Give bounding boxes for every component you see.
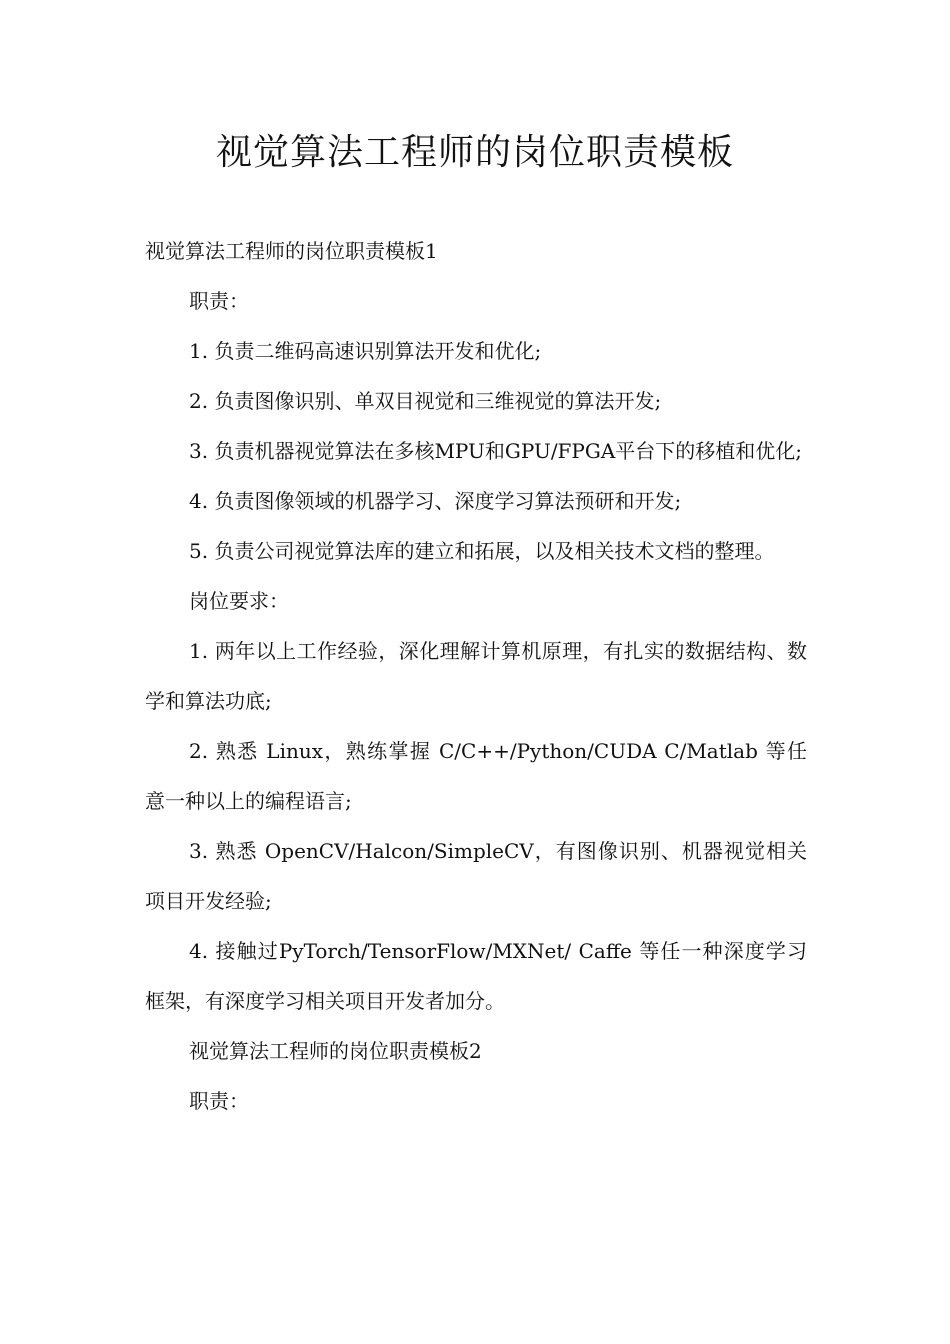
duty-item-5: 5. 负责公司视觉算法库的建立和拓展，以及相关技术文档的整理。 — [189, 539, 775, 563]
requirement-item-3: 3. 熟悉 OpenCV/Halcon/SimpleCV，有图像识别、机器视觉相关项目开发经验; — [145, 839, 807, 913]
duty-item-4: 4. 负责图像领域的机器学习、深度学习算法预研和开发; — [189, 489, 682, 513]
document-title: 视觉算法工程师的岗位职责模板 — [215, 132, 734, 173]
duty-item-2: 2. 负责图像识别、单双目视觉和三维视觉的算法开发; — [189, 389, 662, 413]
section-heading-2: 视觉算法工程师的岗位职责模板2 — [189, 1039, 482, 1063]
requirement-item-2: 2. 熟悉 Linux，熟练掌握 C/C++/Python/CUDA C/Matlab 等任意一种以上的编程语言; — [145, 739, 807, 813]
requirement-item-1: 1. 两年以上工作经验，深化理解计算机原理，有扎实的数据结构、数学和算法功底; — [145, 639, 807, 713]
section-heading-1: 视觉算法工程师的岗位职责模板1 — [145, 239, 438, 263]
requirements-label: 岗位要求： — [189, 589, 289, 613]
duty-item-3: 3. 负责机器视觉算法在多核MPU和GPU/FPGA平台下的移植和优化; — [189, 439, 803, 463]
duties-label: 职责： — [189, 289, 249, 313]
document-body — [145, 226, 807, 1126]
requirement-item-4: 4. 接触过PyTorch/TensorFlow/MXNet/ Caffe 等任一种深度学习框架，有深度学习相关项目开发者加分。 — [145, 939, 807, 1013]
duty-item-1: 1. 负责二维码高速识别算法开发和优化; — [189, 339, 542, 363]
duties-label-2: 职责： — [189, 1089, 249, 1113]
